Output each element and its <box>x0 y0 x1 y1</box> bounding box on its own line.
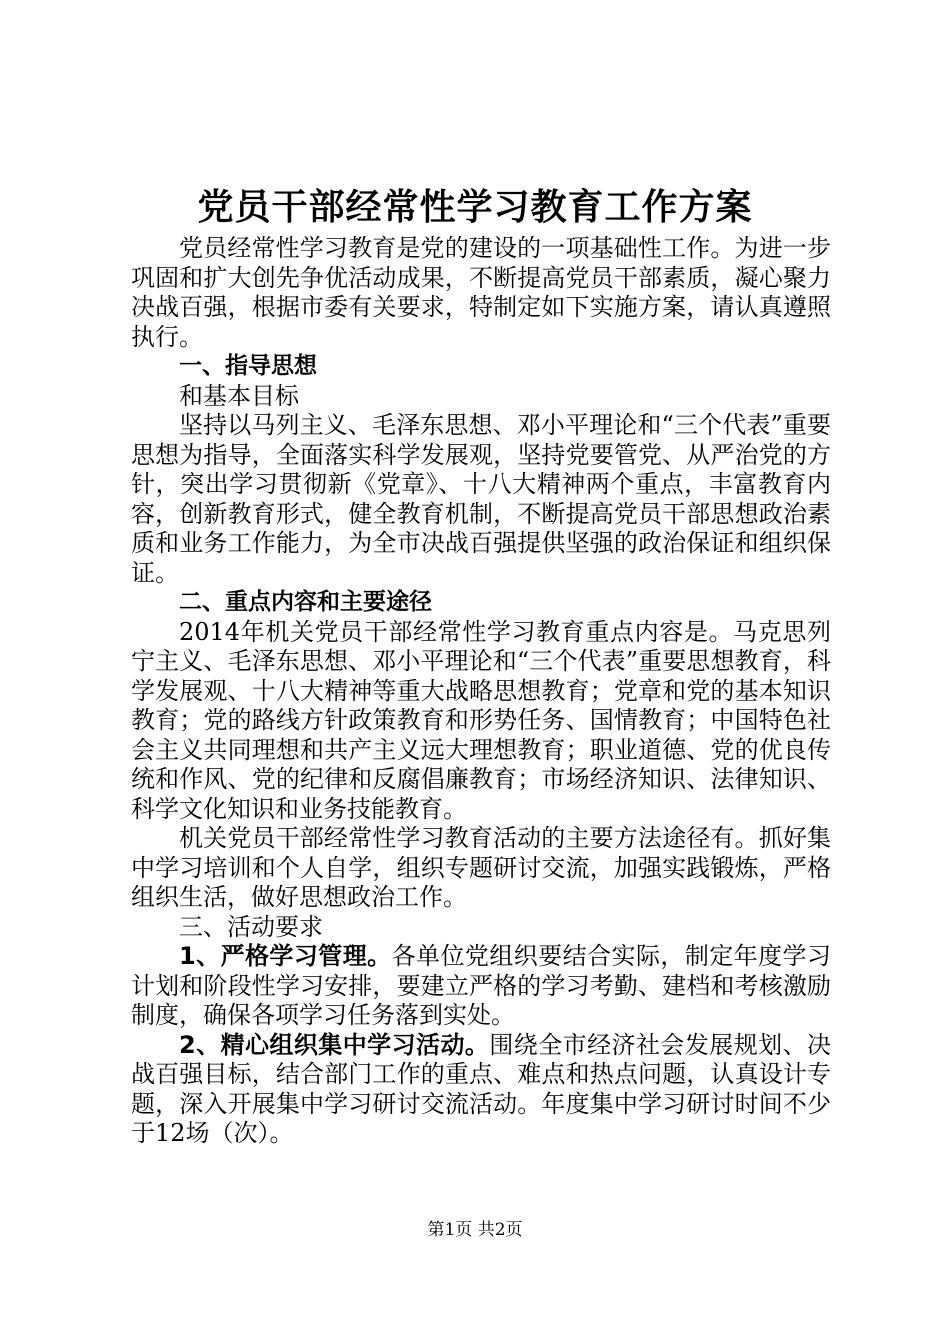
section-3-heading: 三、活动要求 <box>179 912 323 941</box>
requirement-item-2 <box>131 1031 831 1149</box>
section-1-body: 坚持以马列主义、毛泽东思想、邓小平理论和“三个代表”重要思想为指导，全面落实科学发展观，坚持党要管党、从严治党的方针，突出学习贯彻新《党章》、十八大精神两个重点，丰富教育内容，创新教育形式，健全教育机制，不断提高党员干部思想政治素质和业务工作能力，为全市决战百强提供坚强的政治保证和组织保证。 <box>131 411 831 587</box>
section-2-heading: 二、重点内容和主要途径 <box>179 589 432 615</box>
section-1-heading: 一、指导思想 <box>179 353 317 379</box>
intro-paragraph: 党员经常性学习教育是党的建设的一项基础性工作。为进一步巩固和扩大创先争优活动成果，不断提高党员干部素质，凝心聚力决战百强，根据市委有关要求，特制定如下实施方案，请认真遵照执行。 <box>131 234 831 351</box>
page-footer: 第1页 共2页 <box>427 1220 523 1240</box>
requirement-item-1-text: 各单位党组织要结合实际，制定年度学习计划和阶段性学习安排，要建立严格的学习考勤、建档和考核激励制度，确保各项学习任务落到实处。 <box>131 942 831 1029</box>
page-title: 党员干部经常性学习教育工作方案 <box>197 187 753 228</box>
requirement-item-1-lead: 1、严格学习管理。 <box>179 942 392 970</box>
document-body <box>131 234 831 1149</box>
requirement-item-1 <box>131 942 831 1031</box>
section-2-paragraph-2: 机关党员干部经常性学习教育活动的主要方法途径有。抓好集中学习培训和个人自学，组织专题研讨交流，加强实践锻炼，严格组织生活，做好思想政治工作。 <box>131 824 831 911</box>
requirement-item-2-lead: 2、精心组织集中学习活动。 <box>179 1030 490 1059</box>
section-1-subheading: 和基本目标 <box>179 381 299 410</box>
requirement-item-2-text: 围绕全市经济社会发展规划、决战百强目标，结合部门工作的重点、难点和热点问题，认真设计专题，深入开展集中学习研讨交流活动。年度集中学习研讨时间不少于12场（次）。 <box>131 1030 832 1147</box>
section-2-paragraph-1: 2014年机关党员干部经常性学习教育重点内容是。马克思列宁主义、毛泽东思想、邓小平理论和“三个代表”重要思想教育，科学发展观、十八大精神等重大战略思想教育；党章和党的基本知识教育；党的路线方针政策教育和形势任务、国情教育；中国特色社会主义共同理想和共产主义远大理想教育；职业道德、党的优良传统和作风、党的纪律和反腐倡廉教育；市场经济知识、法律知识、科学文化知识和业务技能教育。 <box>131 617 831 823</box>
